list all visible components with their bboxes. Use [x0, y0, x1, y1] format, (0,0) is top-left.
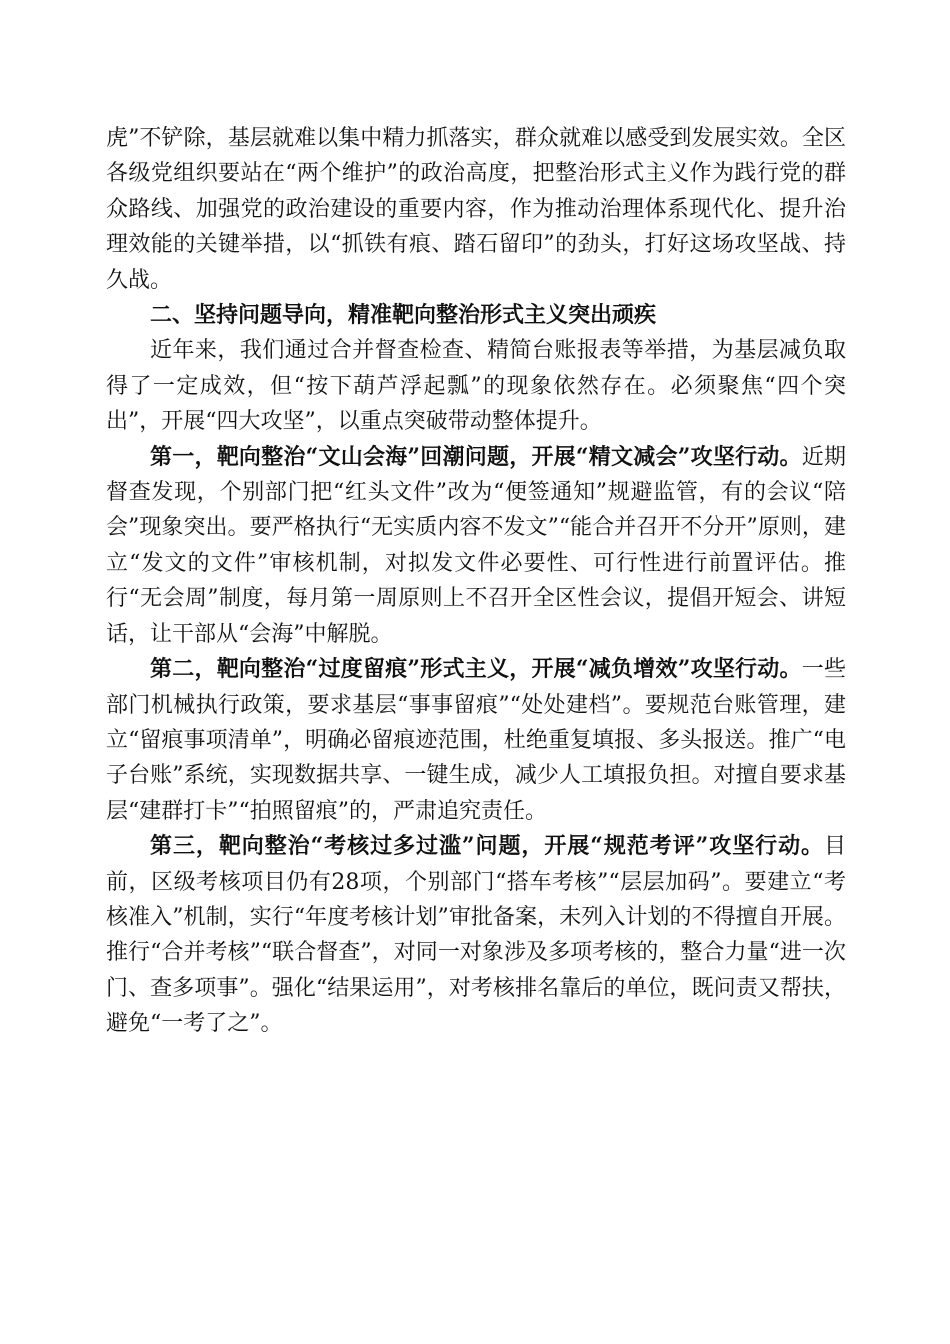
paragraph-text: 一些部门机械执行政策，要求基层“事事留痕”“处处建档”。要规范台账管理，建立“留痕事项清单”，明确必留痕迹范围，杜绝重复填报、多头报送。推广“电子台账”系统，实现数据共享、一键生成，减少人工填报负担。对擅自要求基层“建群打卡”“拍照留痕”的，严肃追究责任。 [106, 657, 846, 824]
paragraph-text: 近年来，我们通过合并督查检查、精简台账报表等举措，为基层减负取得了一定成效，但“按下葫芦浮起瓢”的现象依然存在。必须聚焦“四个突出”，开展“四大攻坚”，以重点突破带动整体提升。 [106, 338, 846, 435]
paragraph-item-3 [106, 829, 846, 1041]
paragraph-item-1 [106, 440, 846, 652]
paragraph-item-2 [106, 652, 846, 829]
paragraph-lead: 第三，靶向整治“考核过多过滥”问题，开展“规范考评”攻坚行动。 [150, 833, 824, 860]
heading-text: 二、坚持问题导向，精准靶向整治形式主义突出顽疾 [150, 302, 657, 329]
paragraph-text: 目前，区级考核项目仍有28项，个别部门“搭车考核”“层层加码”。要建立“考核准入”机制，实行“年度考核计划”审批备案，未列入计划的不得擅自开展。推行“合并考核”“联合督查”，对同一对象涉及多项考核的，整合力量“进一次门、查多项事”。强化“结果运用”，对考核排名靠后的单位，既问责又帮扶，避免“一考了之”。 [106, 834, 846, 1037]
section-heading [106, 298, 846, 333]
paragraph-lead: 第二，靶向整治“过度留痕”形式主义，开展“减负增效”攻坚行动。 [150, 656, 802, 683]
paragraph-continuation [106, 121, 846, 298]
paragraph-text: 近期督查发现，个别部门把“红头文件”改为“便签通知”规避监管，有的会议“陪会”现象突出。要严格执行“无实质内容不发文”“能合并召开不分开”原则，建立“发文的文件”审核机制，对拟发文件必要性、可行性进行前置评估。推行“无会周”制度，每月第一周原则上不召开全区性会议，提倡开短会、讲短话，让干部从“会海”中解脱。 [106, 444, 846, 647]
paragraph-intro [106, 333, 846, 439]
paragraph-lead: 第一，靶向整治“文山会海”回潮问题，开展“精文减会”攻坚行动。 [150, 443, 802, 470]
document-body [106, 121, 846, 1042]
paragraph-text: 虎”不铲除，基层就难以集中精力抓落实，群众就难以感受到发展实效。全区各级党组织要站在“两个维护”的政治高度，把整治形式主义作为践行党的群众路线、加强党的政治建设的重要内容，作为推动治理体系现代化、提升治理效能的关键举措，以“抓铁有痕、踏石留印”的劲头，打好这场攻坚战、持久战。 [106, 126, 846, 293]
